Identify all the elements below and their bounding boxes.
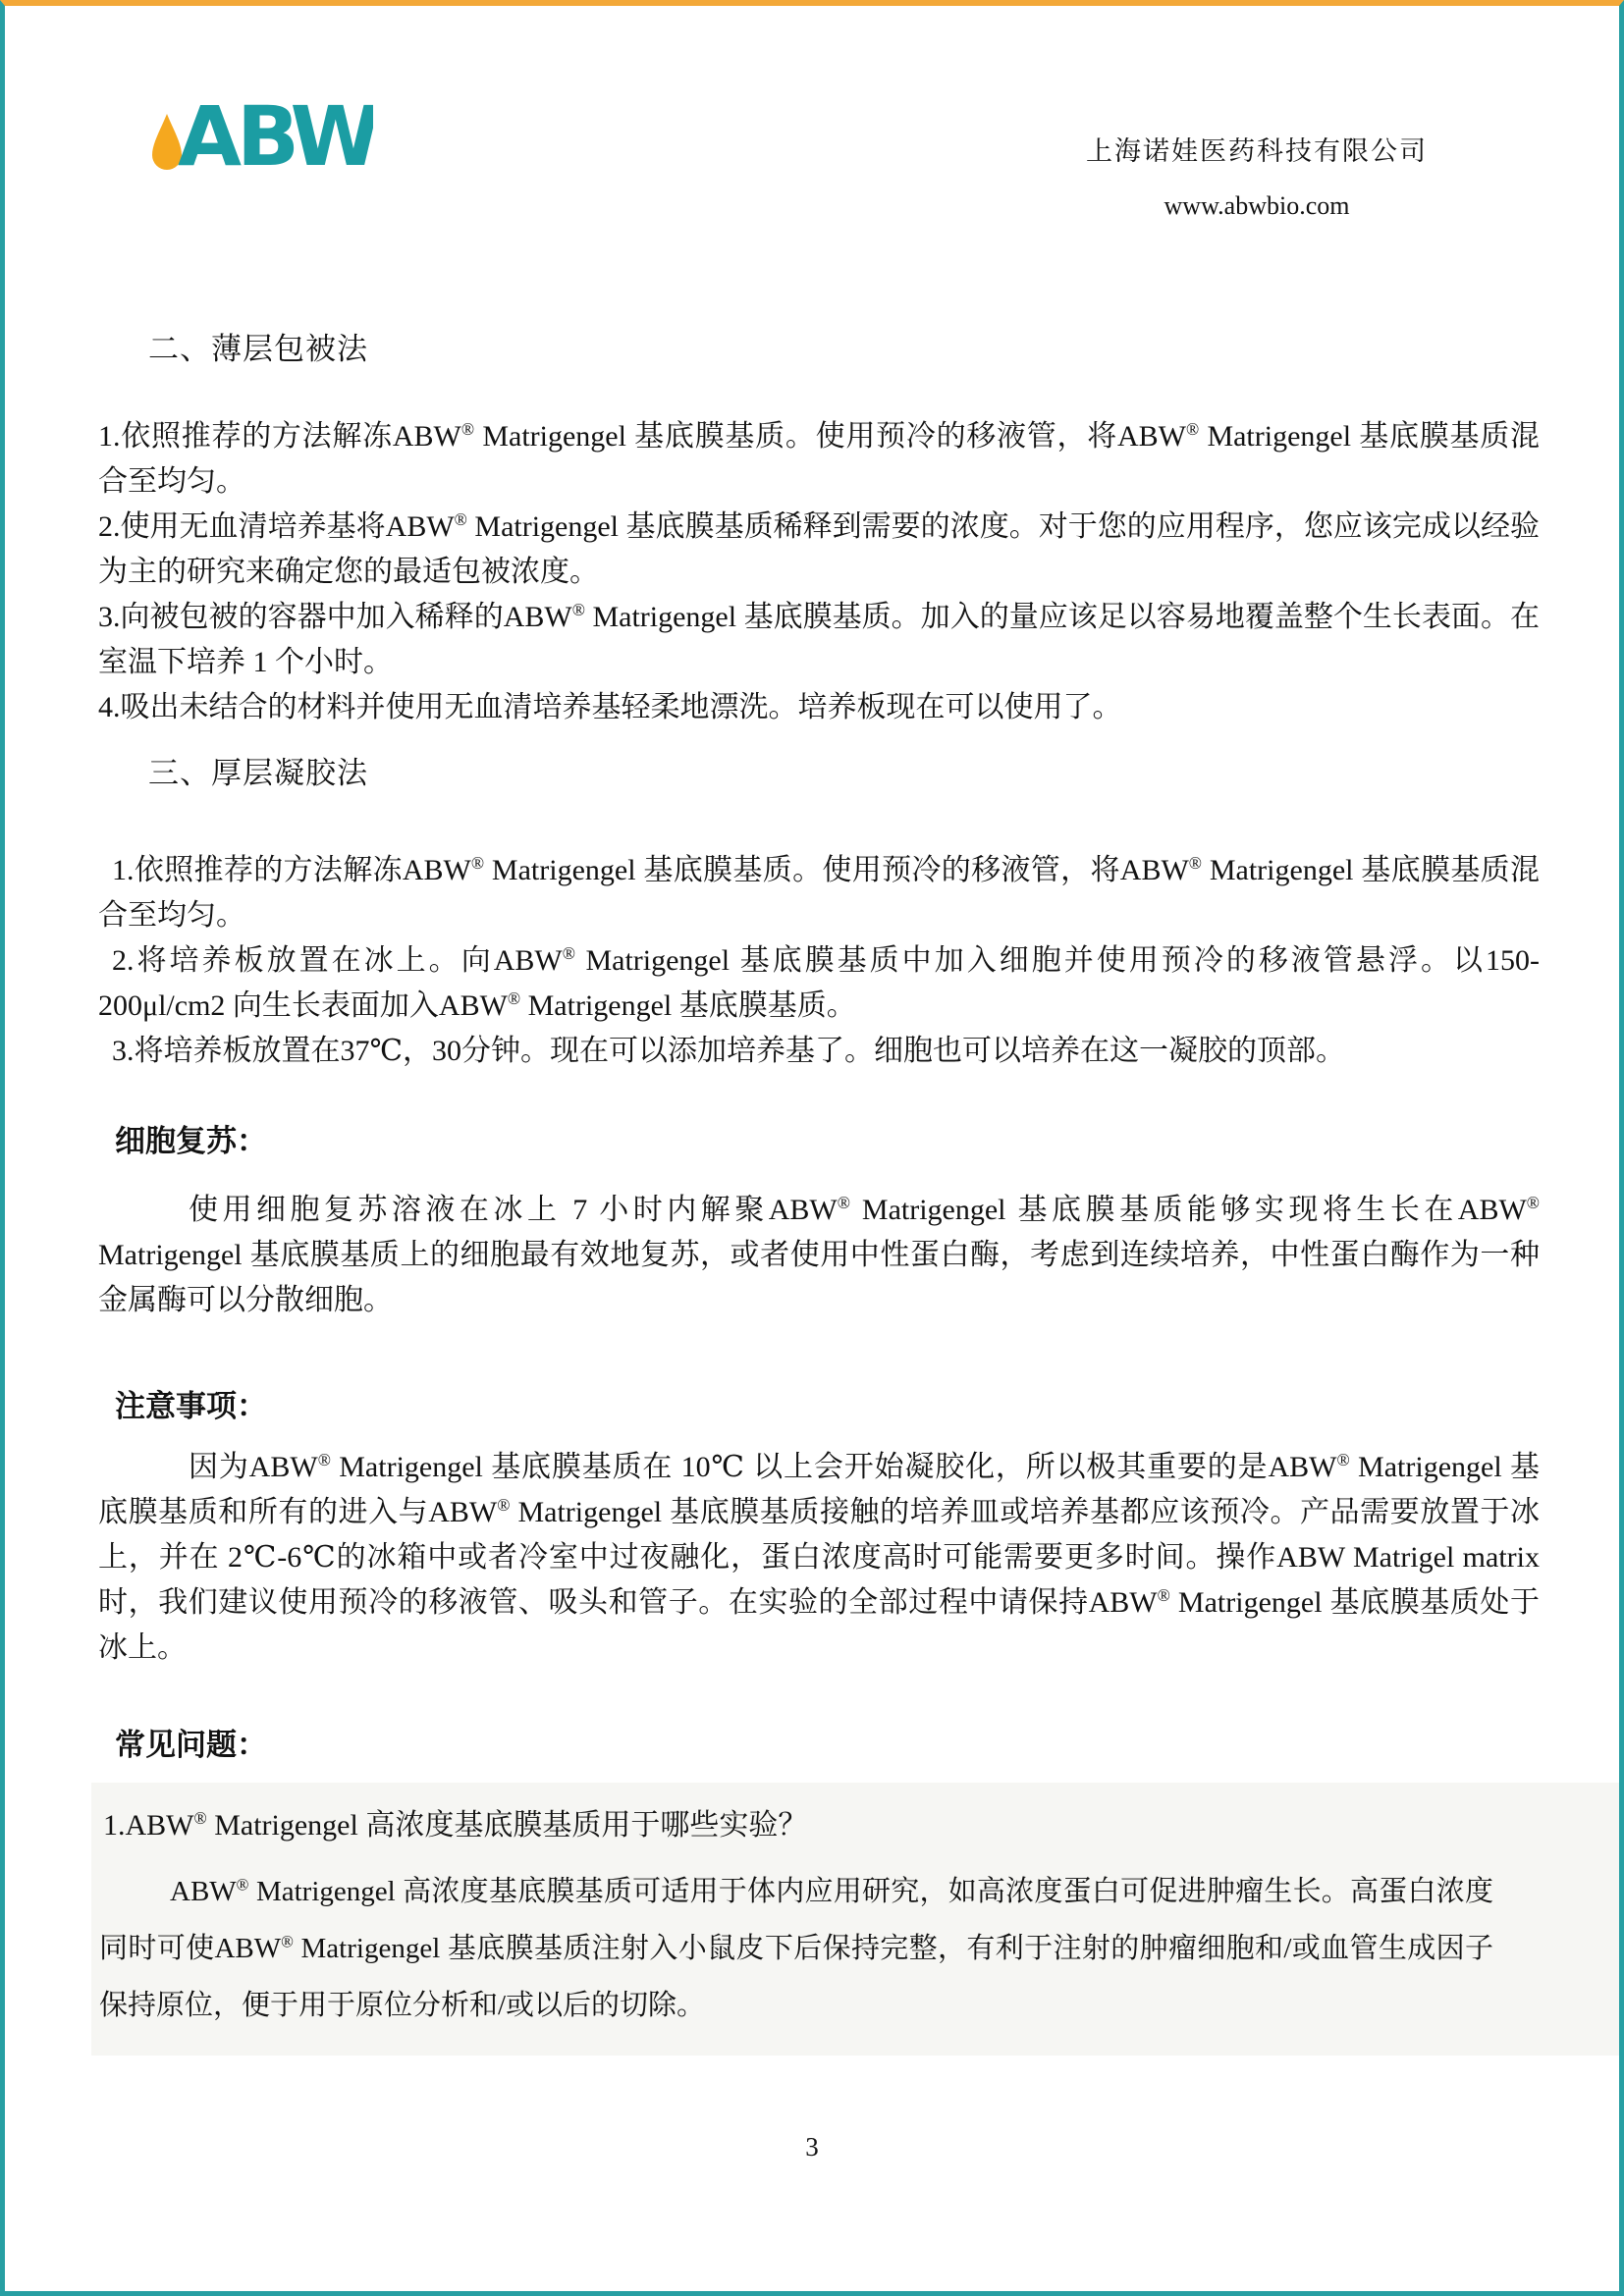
precautions-text: 因为ABW® Matrigengel 基底膜基质在 10℃ 以上会开始凝胶化，所以极其重要的是ABW® Matrigengel 基底膜基质和所有的进入与ABW® Matrigengel 基底膜基质接触的培养皿或培养基都应该预冷。产品需要放置于冰上，并在 2℃-6℃的冰箱中或者冷室中过夜融化，蛋白浓度高时可能需要更多时间。操作ABW Matrigel matrix时，我们建议使用预冷的移液管、吸头和管子。在实验的全部过程中请保持ABW® Matrigengel 基底膜基质处于冰上。 [98,1450,1541,1664]
thick-gel-step-1: 1.依照推荐的方法解冻ABW® Matrigengel 基底膜基质。使用预冷的移液管，将ABW® Matrigengel 基底膜基质混合至均匀。 [98,853,1540,932]
thin-coating-step-3: 3.向被包被的容器中加入稀释的ABW® Matrigengel 基底膜基质。加入的量应该足以容易地覆盖整个生长表面。在室温下培养 1 个小时。 [98,600,1540,678]
section-heading-thin-coating: 二、薄层包被法 [148,332,368,366]
thin-coating-step-2: 2.使用无血清培养基将ABW® Matrigengel 基底膜基质稀释到需要的浓度。对于您的应用程序，您应该完成以经验为主的研究来确定您的最适包被浓度。 [98,509,1540,588]
cell-recovery-text: 使用细胞复苏溶液在冰上 7 小时内解聚ABW® Matrigengel 基底膜基质能够实现将生长在ABW® Matrigengel 基底膜基质上的细胞最有效地复苏，或者使用中性蛋白酶，考虑到连续培养，中性蛋白酶作为一种金属酶可以分散细胞。 [98,1193,1540,1316]
page-number: 3 [805,2132,819,2162]
faq-answer: ABW® Matrigengel 高浓度基底膜基质可适用于体内应用研究，如高浓度蛋白可促进肿瘤生长。高蛋白浓度同时可使ABW® Matrigengel 基底膜基质注射入小鼠皮下后保持完整，有利于注射的肿瘤细胞和/或血管生成因子保持原位，便于用于原位分析和/或以后的切除。 [99,1875,1493,2021]
cell-recovery-paragraph [98,1188,1540,1323]
faq-panel [91,1783,1623,2056]
thin-coating-steps [98,414,1540,730]
section-heading-faq: 常见问题： [115,1728,267,1762]
thick-gel-steps [98,848,1540,1074]
section-heading-precautions: 注意事项： [115,1389,267,1423]
faq-question: 1.ABW® Matrigengel 高浓度基底膜基质用于哪些实验？ [103,1808,808,1842]
thick-gel-step-2: 2.将培养板放置在冰上。向ABW® Matrigengel 基底膜基质中加入细胞并使用预冷的移液管悬浮。以150-200μl/cm2 向生长表面加入ABW® Matrigengel 基底膜基质。 [98,943,1540,1022]
company-name: 上海诺娃医药科技有限公司 [1086,136,1428,166]
company-website: www.abwbio.com [1164,191,1350,220]
thick-gel-step-3: 3.将培养板放置在37℃，30分钟。现在可以添加培养基了。细胞也可以培养在这一凝胶的顶部。 [112,1035,1346,1067]
thin-coating-step-1: 1.依照推荐的方法解冻ABW® Matrigengel 基底膜基质。使用预冷的移液管，将ABW® Matrigengel 基底膜基质混合至均匀。 [98,419,1540,498]
logo-text: ABW [178,88,373,177]
abw-logo-graphic [142,67,373,177]
abw-logo [142,67,373,182]
thin-coating-step-4: 4.吸出未结合的材料并使用无血清培养基轻柔地漂洗。培养板现在可以使用了。 [98,691,1122,723]
section-heading-thick-gel: 三、厚层凝胶法 [148,756,368,790]
section-heading-cell-recovery: 细胞复苏： [115,1124,267,1158]
header-right [1041,130,1473,221]
precautions-paragraph [98,1445,1540,1671]
